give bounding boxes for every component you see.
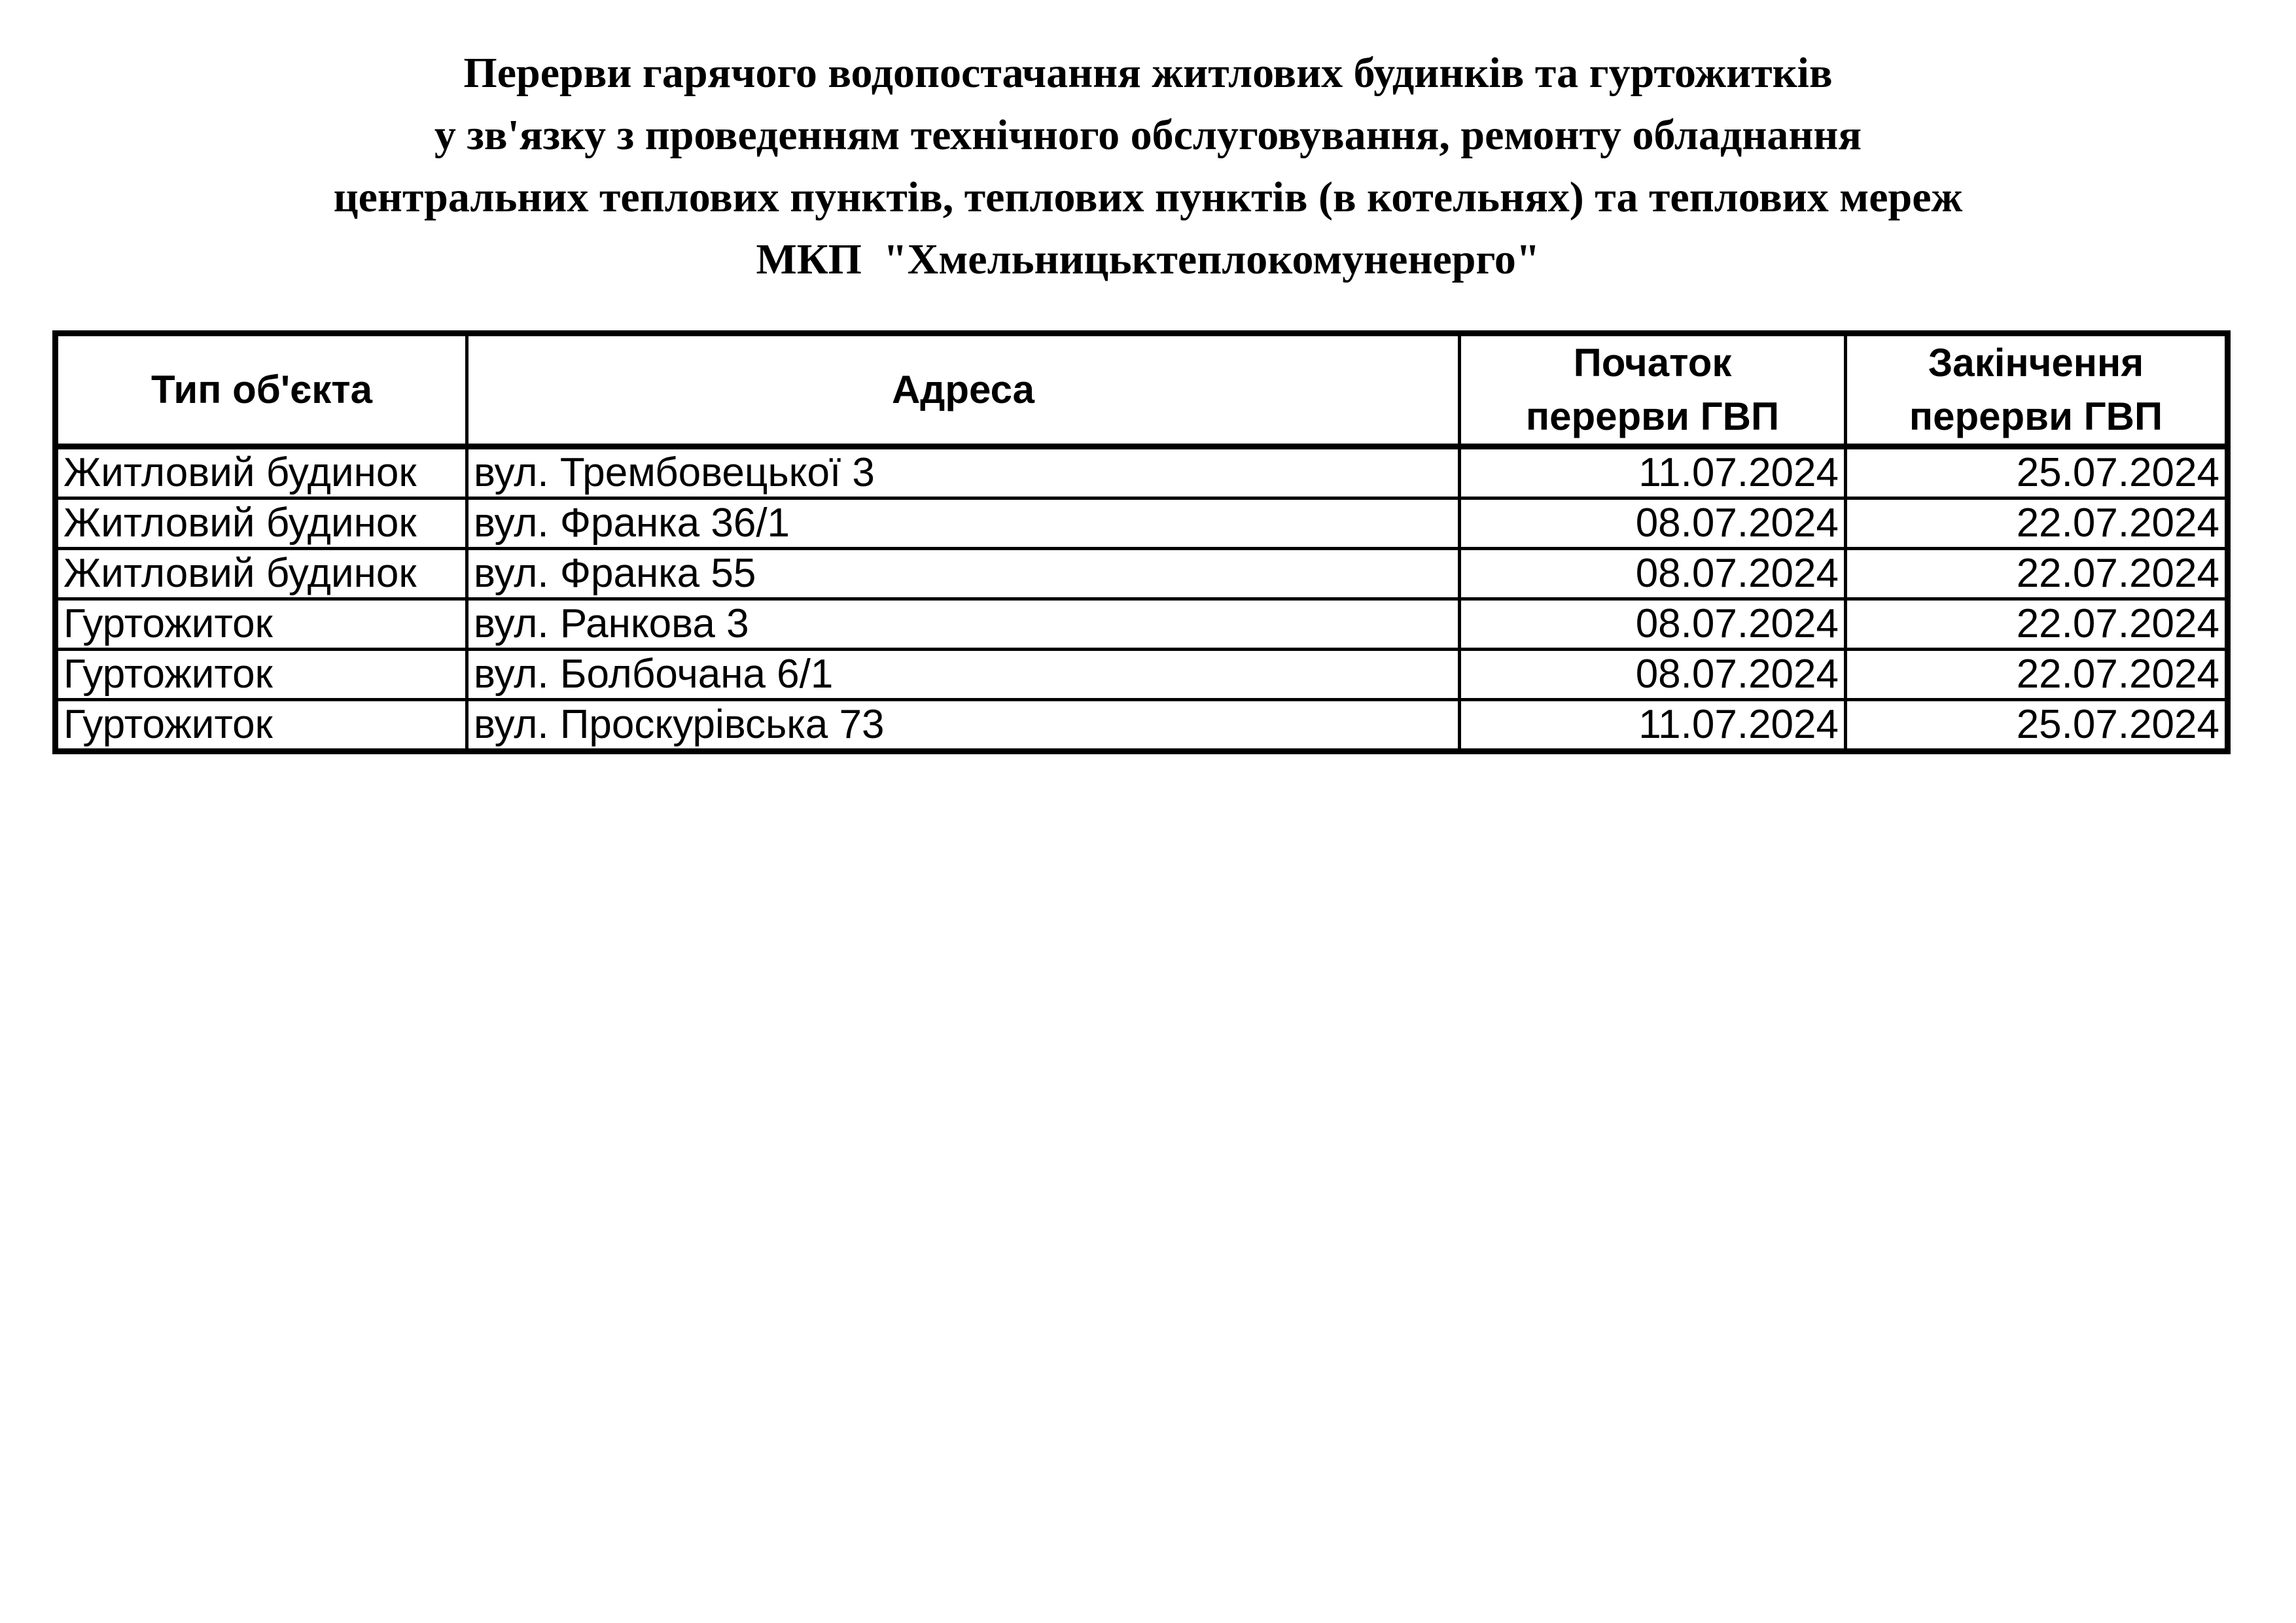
cell-end-date: 25.07.2024 (1846, 700, 2228, 752)
cell-object-type: Гуртожиток (56, 650, 467, 700)
cell-address: вул. Франка 36/1 (467, 498, 1460, 549)
cell-object-type: Житловий будинок (56, 447, 467, 498)
cell-end-date: 22.07.2024 (1846, 650, 2228, 700)
outage-table (52, 330, 2231, 754)
cell-address: вул. Болбочана 6/1 (467, 650, 1460, 700)
header-end (1846, 334, 2228, 447)
header-row (56, 334, 2228, 447)
cell-start-date: 08.07.2024 (1460, 498, 1846, 549)
cell-object-type: Житловий будинок (56, 549, 467, 599)
cell-object-type: Гуртожиток (56, 599, 467, 650)
cell-address: вул. Ранкова 3 (467, 599, 1460, 650)
cell-address: вул. Франка 55 (467, 549, 1460, 599)
cell-start-date: 11.07.2024 (1460, 700, 1846, 752)
header-end-line1: Закінчення (1928, 341, 2144, 385)
cell-object-type: Гуртожиток (56, 700, 467, 752)
title-line: МКП "Хмельницьктеплокомуненерго" (756, 236, 1540, 283)
table-row (56, 650, 2228, 700)
table-body (56, 447, 2228, 752)
cell-object-type: Житловий будинок (56, 498, 467, 549)
table-header (56, 334, 2228, 447)
header-start (1460, 334, 1846, 447)
table-row (56, 447, 2228, 498)
cell-start-date: 08.07.2024 (1460, 549, 1846, 599)
table-row (56, 599, 2228, 650)
title-line: у зв'язку з проведенням технічного обслуговування, ремонту обладнання (434, 111, 1862, 159)
cell-start-date: 08.07.2024 (1460, 599, 1846, 650)
table-row (56, 549, 2228, 599)
table-row (56, 700, 2228, 752)
header-address: Адреса (467, 334, 1460, 447)
header-start-line2: перерви ГВП (1525, 394, 1780, 438)
cell-start-date: 08.07.2024 (1460, 650, 1846, 700)
cell-address: вул. Проскурівська 73 (467, 700, 1460, 752)
title-line: Перерви гарячого водопостачання житлових будинків та гуртожитків (463, 49, 1833, 97)
cell-end-date: 22.07.2024 (1846, 599, 2228, 650)
header-start-line1: Початок (1573, 341, 1732, 385)
header-object-type: Тип об'єкта (56, 334, 467, 447)
cell-end-date: 22.07.2024 (1846, 549, 2228, 599)
document-title (0, 42, 2296, 290)
cell-address: вул. Трембовецької 3 (467, 447, 1460, 498)
title-line: центральних теплових пунктів, теплових пунктів (в котельнях) та теплових мереж (333, 173, 1963, 221)
table-row (56, 498, 2228, 549)
header-end-line2: перерви ГВП (1909, 394, 2163, 438)
cell-end-date: 22.07.2024 (1846, 498, 2228, 549)
cell-start-date: 11.07.2024 (1460, 447, 1846, 498)
cell-end-date: 25.07.2024 (1846, 447, 2228, 498)
